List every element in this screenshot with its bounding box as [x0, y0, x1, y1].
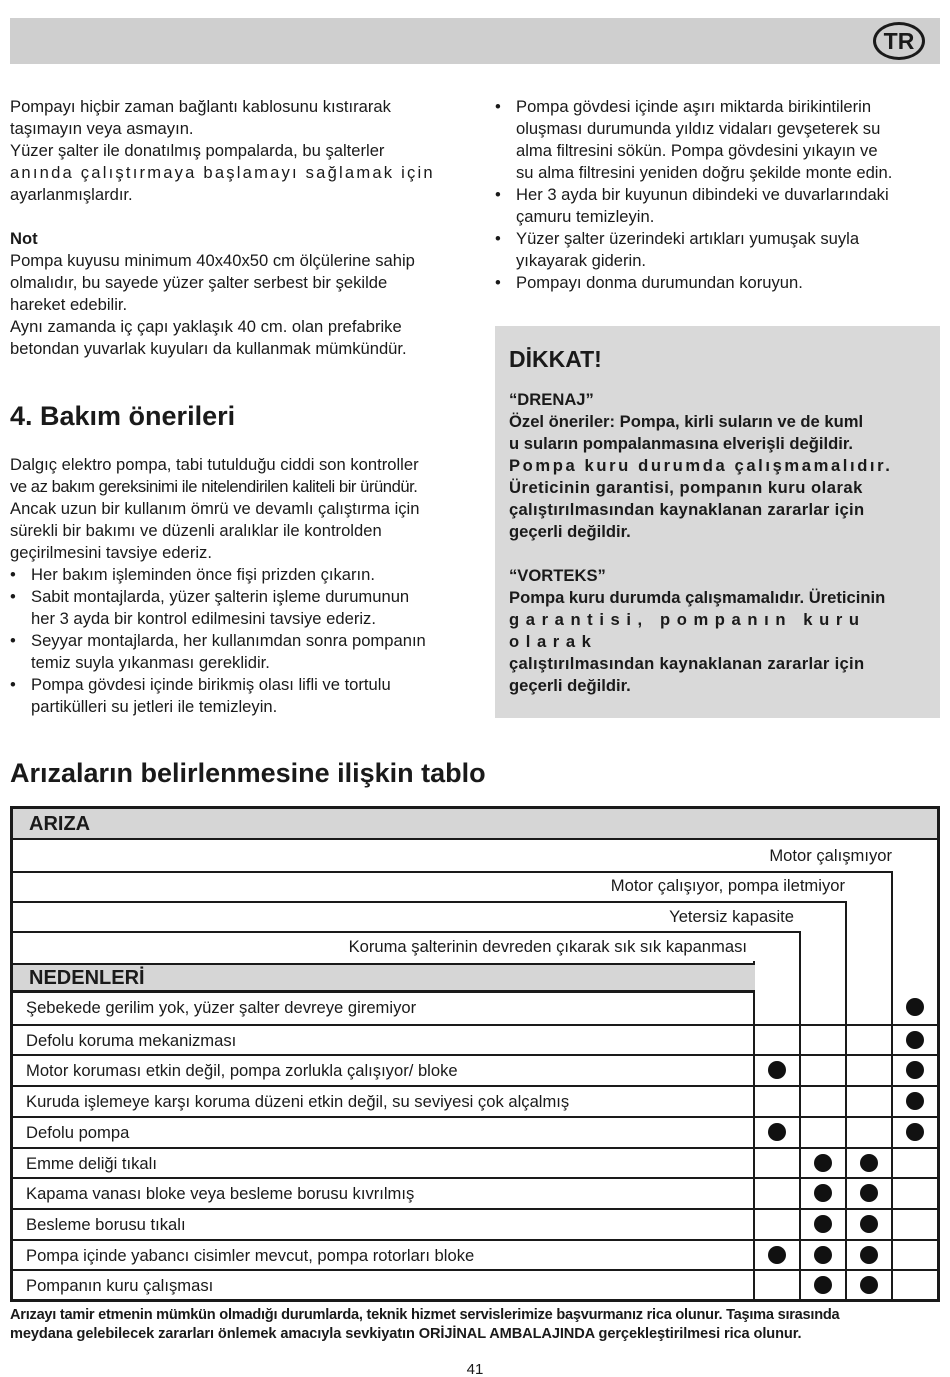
fault-label: Koruma şalterinin devreden çıkarak sık sık kapanması: [348, 937, 747, 956]
cause-mark: [906, 1031, 924, 1049]
cell-separator: [753, 1177, 755, 1210]
cell-separator: [799, 1147, 801, 1180]
cell-separator: [799, 991, 801, 1024]
list-item: • Yüzer şalter üzerindeki artıkları yumuşak suyla yıkayarak giderin.: [495, 229, 860, 270]
intro-line: anında çalıştırmaya başlamayı sağlamak için: [10, 163, 435, 182]
vorteks-line: çalıştırılmasından kaynaklanan zararlar için: [509, 654, 865, 673]
bullet-dot: •: [10, 587, 16, 606]
fault-header: ARIZA: [13, 809, 937, 840]
intro-line: Pompayı hiçbir zaman bağlantı kablosunu kıstırarak: [10, 97, 391, 116]
cell-separator: [845, 1116, 847, 1149]
cell-separator: [753, 1239, 755, 1272]
drenaj-line: çalıştırılmasından kaynaklanan zararlar için: [509, 500, 865, 519]
table-row: [13, 1208, 937, 1239]
bullet-dot: •: [495, 97, 501, 116]
bullet-dot: •: [495, 273, 501, 292]
drenaj-line: Özel öneriler: Pompa, kirli suların ve de kuml: [509, 412, 864, 431]
cell-separator: [753, 991, 755, 1024]
cause-mark: [768, 1123, 786, 1141]
list-item: • Sabit montajlarda, yüzer şalterin işleme durumunun her 3 ayda bir kontrol edilmesini tavsiye ederiz.: [10, 587, 410, 628]
cause-label: Pompa içinde yabancı cisimler mevcut, pompa rotorları bloke: [26, 1245, 475, 1265]
fault-divider: [13, 931, 801, 933]
list-item: • Seyyar montajlarda, her kullanımdan sonra pompanın temiz suyla yıkanması gereklidir.: [10, 631, 426, 672]
table-row: [13, 1085, 937, 1116]
bullet-dot: •: [495, 229, 501, 248]
note-paragraph: [10, 250, 460, 360]
cause-mark: [906, 1061, 924, 1079]
section-line: geçirilmesini tavsiye ederiz.: [10, 543, 212, 562]
section-title: 4. Bakım önerileri: [10, 401, 236, 431]
maintenance-list-right: [495, 96, 940, 294]
table-row: [13, 1269, 937, 1300]
cell-separator: [891, 1054, 893, 1087]
cause-mark: [768, 1246, 786, 1264]
table-title: Arızaların belirlenmesine ilişkin tablo: [10, 758, 486, 788]
fault-column-line: [891, 871, 893, 993]
fault-label: Motor çalışıyor, pompa iletmiyor: [610, 876, 845, 895]
cause-mark: [860, 1276, 878, 1294]
cell-separator: [753, 1116, 755, 1149]
note-line: olmalıdır, bu sayede yüzer şalter serbest bir şekilde: [10, 273, 388, 292]
cell-separator: [799, 1054, 801, 1087]
cell-separator: [845, 1269, 847, 1302]
cell-separator: [891, 1024, 893, 1057]
footer-line: Arızayı tamir etmenin mümkün olmadığı durumlarda, teknik hizmet servislerimize başvurmanız rica olunur. Taşıma sırasında: [10, 1307, 840, 1323]
cell-separator: [845, 1208, 847, 1241]
cause-mark: [906, 1092, 924, 1110]
footer-line: meydana gelebilecek zararları önlemek amacıyla sevkiyatın ORİJİNAL AMBALAJINDA gerçekleştirilmesi rica olunur.: [10, 1326, 802, 1342]
intro-line: Yüzer şalter ile donatılmış pompalarda, bu şalterler: [10, 141, 385, 160]
drenaj-title: “DRENAJ”: [509, 390, 594, 409]
cause-label: Defolu pompa: [26, 1122, 130, 1142]
cause-label: Defolu koruma mekanizması: [26, 1030, 237, 1050]
section-line: Ancak uzun bir kullanım ömrü ve devamlı çalıştırma için: [10, 499, 420, 518]
cause-mark: [768, 1061, 786, 1079]
list-item: • Her 3 ayda bir kuyunun dibindeki ve duvarlarındaki çamuru temizleyin.: [495, 185, 889, 226]
drenaj-line: Pompa kuru durumda çalışmamalıdır.: [509, 456, 893, 475]
bullet-dot: •: [10, 565, 16, 584]
cell-separator: [845, 1024, 847, 1057]
drenaj-line: Üreticinin garantisi, pompanın kuru olarak: [509, 478, 863, 497]
fault-divider: [13, 871, 893, 873]
section-line: Dalgıç elektro pompa, tabi tutulduğu ciddi son kontroller: [10, 455, 419, 474]
cell-separator: [845, 1054, 847, 1087]
vorteks-line: Pompa kuru durumda çalışmamalıdır. Üreticinin: [509, 588, 886, 607]
cell-separator: [891, 1177, 893, 1210]
list-item: • Her bakım işleminden önce fişi prizden çıkarın.: [10, 565, 376, 584]
cell-separator: [799, 1269, 801, 1302]
cell-separator: [891, 1239, 893, 1272]
cause-label: Motor koruması etkin değil, pompa zorlukla çalışıyor/ bloke: [26, 1061, 458, 1081]
cause-mark: [860, 1184, 878, 1202]
table-row: [13, 993, 937, 1024]
drenaj-line: u suların pompalanmasına elverişli değildir.: [509, 434, 853, 453]
list-item: • Pompa gövdesi içinde aşırı miktarda birikintilerin oluşması durumunda yıldız vidaları gevşeterek su alma filtresini sökün. Pompa gövdesini yıkayın ve su alma filtresini yeniden doğru şekilde monte edin.: [495, 97, 893, 182]
fault-table: [10, 806, 940, 1302]
cause-mark: [860, 1246, 878, 1264]
cause-label: Şebekede gerilim yok, yüzer şalter devreye giremiyor: [26, 998, 417, 1017]
fault-column-line: [845, 901, 847, 993]
cell-separator: [891, 1208, 893, 1241]
intro-paragraph: [10, 96, 460, 206]
language-badge: TR: [873, 22, 925, 60]
drenaj-line: geçerli değildir.: [509, 522, 631, 541]
cause-mark: [860, 1215, 878, 1233]
section-line: ve az bakım gereksinimi ile nitelendirilen kaliteli bir üründür.: [10, 477, 418, 496]
list-item: • Pompa gövdesi içinde birikmiş olası lifli ve tortulu partikülleri su jetleri ile temizleyin.: [10, 675, 391, 716]
vorteks-title: “VORTEKS”: [509, 566, 606, 585]
cell-separator: [891, 1269, 893, 1302]
note-line: Pompa kuyusu minimum 40x40x50 cm ölçülerine sahip: [10, 251, 415, 270]
right-column: [495, 96, 940, 294]
cell-separator: [845, 991, 847, 1024]
cause-mark: [860, 1154, 878, 1172]
list-item: • Pompayı donma durumundan koruyun.: [495, 273, 803, 292]
cause-header: NEDENLERİ: [13, 963, 755, 993]
intro-line: ayarlanmışlardır.: [10, 185, 133, 204]
note-line: betondan yuvarlak kuyuları da kullanmak mümkündür.: [10, 339, 407, 358]
cell-separator: [753, 1054, 755, 1087]
maintenance-list-left: [10, 564, 460, 718]
warning-title: DİKKAT!: [509, 346, 602, 372]
cause-mark: [814, 1154, 832, 1172]
cause-mark: [814, 1184, 832, 1202]
cell-separator: [891, 991, 893, 1024]
page-number: 41: [466, 1361, 484, 1377]
fault-label: Yetersiz kapasite: [669, 907, 794, 926]
cell-separator: [753, 1147, 755, 1180]
table-row: [13, 1147, 937, 1178]
note-title: Not: [10, 229, 38, 248]
header-bar: [10, 18, 940, 64]
cell-separator: [799, 1239, 801, 1272]
cell-separator: [753, 1208, 755, 1241]
cause-label: Kapama vanası bloke veya besleme borusu kıvrılmış: [26, 1184, 415, 1204]
table-row: [13, 1054, 937, 1085]
cell-separator: [799, 1116, 801, 1149]
footer-note: [10, 1306, 945, 1344]
table-row: [13, 1116, 937, 1147]
cell-separator: [891, 1147, 893, 1180]
cell-separator: [799, 1208, 801, 1241]
table-row: [13, 1024, 937, 1055]
fault-column-line: [799, 931, 801, 993]
cell-separator: [799, 1024, 801, 1057]
cell-separator: [799, 1177, 801, 1210]
fault-label: Motor çalışmıyor: [769, 846, 892, 865]
fault-divider: [13, 901, 847, 903]
cause-label: Besleme borusu tıkalı: [26, 1214, 186, 1234]
cause-mark: [814, 1276, 832, 1294]
cell-separator: [753, 1269, 755, 1302]
cause-label: Kuruda işlemeye karşı koruma düzeni etkin değil, su seviyesi çok alçalmış: [26, 1092, 570, 1112]
cause-mark: [906, 998, 924, 1016]
bullet-dot: •: [10, 675, 16, 694]
note-line: hareket edebilir.: [10, 295, 128, 314]
cause-mark: [906, 1123, 924, 1141]
cause-mark: [814, 1246, 832, 1264]
section-paragraph: [10, 454, 460, 564]
cell-separator: [845, 1239, 847, 1272]
left-column: [10, 96, 460, 718]
note-line: Aynı zamanda iç çapı yaklaşık 40 cm. olan prefabrike: [10, 317, 402, 336]
cell-separator: [891, 1085, 893, 1118]
vorteks-line: geçerli değildir.: [509, 676, 631, 695]
vorteks-line: garantisi, pompanın kuru olarak: [509, 610, 866, 651]
intro-line: taşımayın veya asmayın.: [10, 119, 194, 138]
cause-label: Emme deliği tıkalı: [26, 1153, 157, 1173]
cell-separator: [753, 1024, 755, 1057]
bullet-dot: •: [495, 185, 501, 204]
cell-separator: [753, 1085, 755, 1118]
section-line: sürekli bir bakımı ve düzenli aralıklar ile kontrolden: [10, 521, 382, 540]
bullet-dot: •: [10, 631, 16, 650]
warning-box: [495, 326, 940, 718]
table-row: [13, 1177, 937, 1208]
table-row: [13, 1239, 937, 1270]
cell-separator: [891, 1116, 893, 1149]
cell-separator: [845, 1147, 847, 1180]
cause-mark: [814, 1215, 832, 1233]
cell-separator: [845, 1085, 847, 1118]
cause-label: Pompanın kuru çalışması: [26, 1276, 214, 1296]
cell-separator: [845, 1177, 847, 1210]
cell-separator: [799, 1085, 801, 1118]
